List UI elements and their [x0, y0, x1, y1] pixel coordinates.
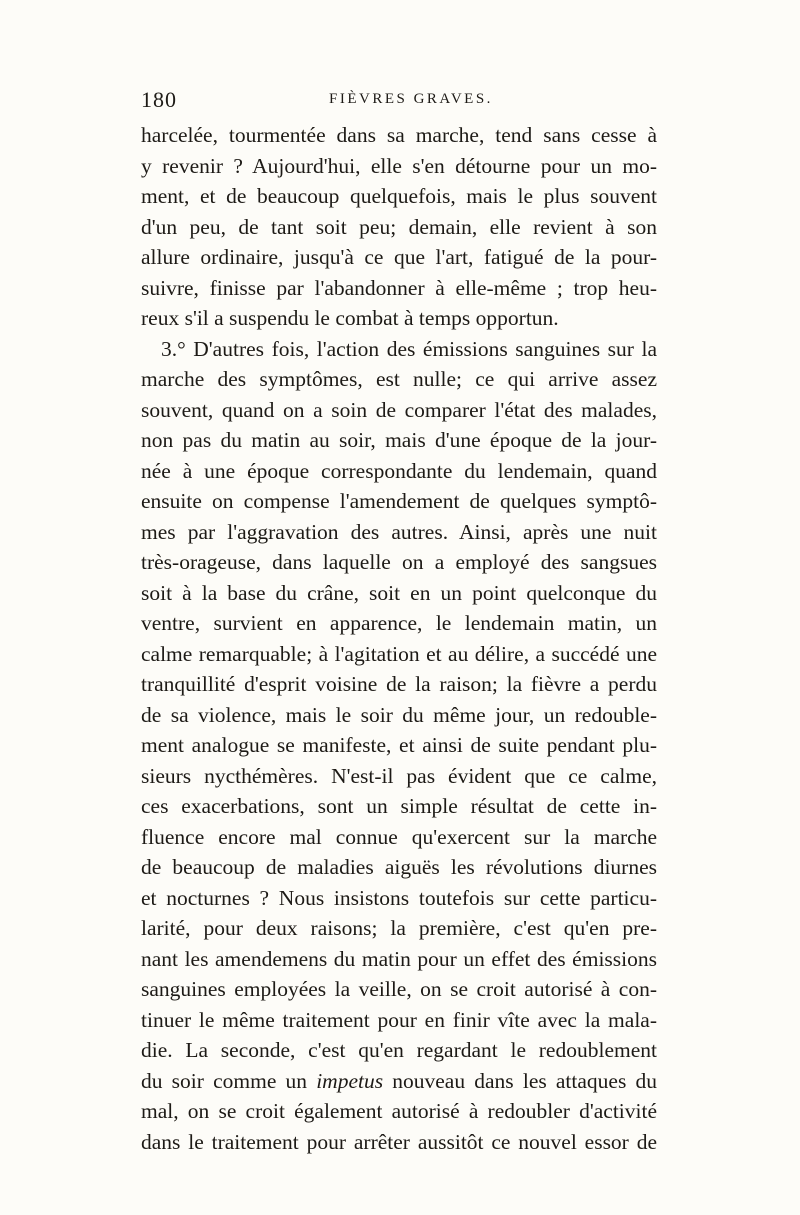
- text-line: y revenir ? Aujourd'hui, elle s'en détourne pour un mo-: [141, 153, 657, 178]
- text-line: mes par l'aggravation des autres. Ainsi, après une nuit: [141, 519, 657, 544]
- text-line: tranquillité d'esprit voisine de la raison; la fièvre a perdu: [141, 672, 657, 696]
- text-line: harcelée, tourmentée dans sa marche, tend sans cesse à: [141, 123, 657, 147]
- text-line: de sa violence, mais le soir du même jour, un redouble-: [141, 702, 657, 727]
- page-header: [141, 87, 651, 117]
- text-line: allure ordinaire, jusqu'à ce que l'art, fatigué de la pour-: [141, 245, 657, 269]
- text-line: d'un peu, de tant soit peu; demain, elle revient à son: [141, 214, 657, 239]
- text-line: ces exacerbations, sont un simple résultat de cette in-: [141, 794, 657, 818]
- text-line: die. La seconde, c'est qu'en regardant le redoublement: [141, 1038, 657, 1062]
- text-line: et nocturnes ? Nous insistons toutefois sur cette particu-: [141, 885, 657, 910]
- text-line-mixed: [141, 1066, 657, 1097]
- text-line: ventre, survient en apparence, le lendemain matin, un: [141, 611, 657, 635]
- body-text: [141, 120, 657, 1157]
- text-line: larité, pour deux raisons; la première, c'est qu'en pre-: [141, 916, 657, 940]
- text-line: ensuite on compense l'amendement de quelques symptô-: [141, 489, 657, 513]
- running-title: FIÈVRES GRAVES.: [329, 91, 493, 107]
- text-line: calme remarquable; à l'agitation et au délire, a succédé une: [141, 641, 657, 666]
- text-line: suivre, finisse par l'abandonner à elle-même ; trop heu-: [141, 275, 657, 300]
- text-fragment: nouveau dans les attaques du: [392, 1068, 657, 1093]
- text-line: marche des symptômes, est nulle; ce qui arrive assez: [141, 367, 657, 391]
- text-line: sieurs nycthémères. N'est-il pas évident que ce calme,: [141, 763, 657, 788]
- text-line: ment, et de beaucoup quelquefois, mais le plus souvent: [141, 184, 657, 208]
- text-line: soit à la base du crâne, soit en un point quelconque du: [141, 580, 657, 605]
- text-line: 3.° D'autres fois, l'action des émissions sanguines sur la: [161, 336, 657, 361]
- text-line: née à une époque correspondante du lendemain, quand: [141, 458, 657, 483]
- text-line: reux s'il a suspendu le combat à temps opportun.: [141, 306, 559, 330]
- text-line: fluence encore mal connue qu'exercent sur la marche: [141, 824, 657, 849]
- text-line: très-orageuse, dans laquelle on a employé des sangsues: [141, 550, 657, 574]
- page-number: 180: [141, 87, 177, 112]
- text-line: nant les amendemens du matin pour un effet des émissions: [141, 946, 657, 971]
- text-line: tinuer le même traitement pour en finir vîte avec la mala-: [141, 1007, 657, 1032]
- text-line: ment analogue se manifeste, et ainsi de suite pendant plu-: [141, 733, 657, 757]
- text-line: sanguines employées la veille, on se croit autorisé à con-: [141, 977, 657, 1001]
- text-line: dans le traitement pour arrêter aussitôt ce nouvel essor de: [141, 1129, 657, 1154]
- text-fragment: du soir comme un: [141, 1068, 308, 1093]
- text-line: de beaucoup de maladies aiguës les révolutions diurnes: [141, 855, 657, 879]
- text-line: souvent, quand on a soin de comparer l'état des malades,: [141, 397, 657, 422]
- italic-term: impetus: [316, 1068, 384, 1093]
- text-line: mal, on se croit également autorisé à redoubler d'activité: [141, 1099, 657, 1123]
- text-line: non pas du matin au soir, mais d'une époque de la jour-: [141, 428, 657, 452]
